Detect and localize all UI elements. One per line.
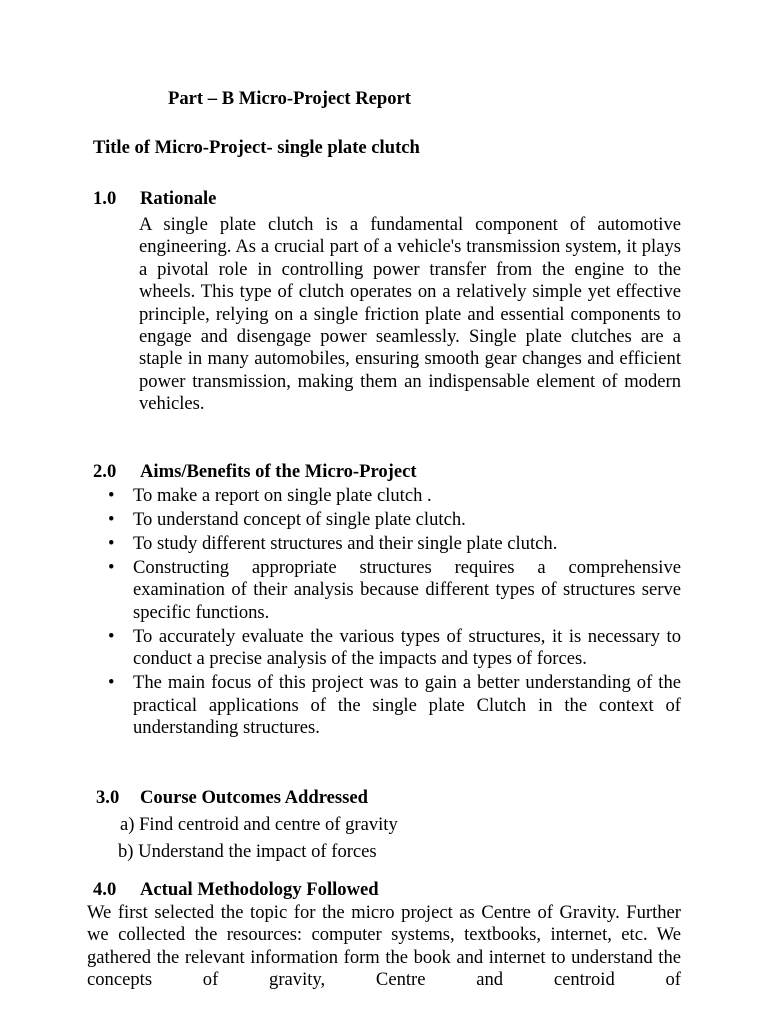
list-item <box>108 485 681 507</box>
outcome-item: a) Find centroid and centre of gravity <box>120 814 398 835</box>
list-item <box>108 533 681 555</box>
aim-text: To understand concept of single plate clutch. <box>133 509 466 530</box>
section-number-methodology: 4.0 <box>93 879 117 900</box>
aim-text: To study different structures and their single plate clutch. <box>133 533 558 554</box>
section-number-rationale: 1.0 <box>93 188 117 209</box>
list-item <box>108 672 681 739</box>
list-item <box>108 509 681 531</box>
project-title: Title of Micro-Project- single plate clutch <box>93 137 420 158</box>
outcome-item: b) Understand the impact of forces <box>118 841 377 862</box>
bullet-icon: • <box>108 557 115 578</box>
methodology-paragraph: We first selected the topic for the micro project as Centre of Gravity. Further we collected the resources: computer systems, textbooks, internet, etc. We gathered the relevant information form the book and internet to understand the concepts of gravity, Centre and centroid of <box>87 902 681 991</box>
aims-list <box>108 485 681 741</box>
bullet-icon: • <box>108 672 115 694</box>
aim-text: To make a report on single plate clutch . <box>133 485 432 506</box>
section-number-outcomes: 3.0 <box>96 787 120 808</box>
bullet-icon: • <box>108 625 115 647</box>
bullet-icon: • <box>108 509 115 530</box>
bullet-icon: • <box>108 485 115 506</box>
list-item <box>108 626 681 671</box>
aim-text: The main focus of this project was to gain a better understanding of the practical applications of the single plate Clutch in the context of understanding structures. <box>133 672 681 739</box>
aim-text: To accurately evaluate the various types of structures, it is necessary to conduct a precise analysis of the impacts and types of forces. <box>133 625 681 670</box>
section-number-aims: 2.0 <box>93 461 117 482</box>
aim-text: Constructing appropriate structures requires a comprehensive examination of their analysis because different types of structures serve specific functions. <box>133 557 681 623</box>
section-heading-methodology: Actual Methodology Followed <box>140 879 379 900</box>
list-item <box>108 557 681 624</box>
report-header: Part – B Micro-Project Report <box>168 88 411 109</box>
section-heading-rationale: Rationale <box>140 188 217 209</box>
section-heading-outcomes: Course Outcomes Addressed <box>140 787 368 808</box>
section-heading-aims: Aims/Benefits of the Micro-Project <box>140 461 417 482</box>
bullet-icon: • <box>108 533 115 554</box>
rationale-paragraph: A single plate clutch is a fundamental component of automotive engineering. As a crucial part of a vehicle's transmission system, it plays a pivotal role in controlling power transfer from the engine to the wheels. This type of clutch operates on a relatively simple yet effective principle, relying on a single friction plate and essential components to engage and disengage power seamlessly. Single plate clutches are a staple in many automobiles, ensuring smooth gear changes and efficient power transmission, making them an indispensable element of modern vehicles. <box>139 214 681 415</box>
